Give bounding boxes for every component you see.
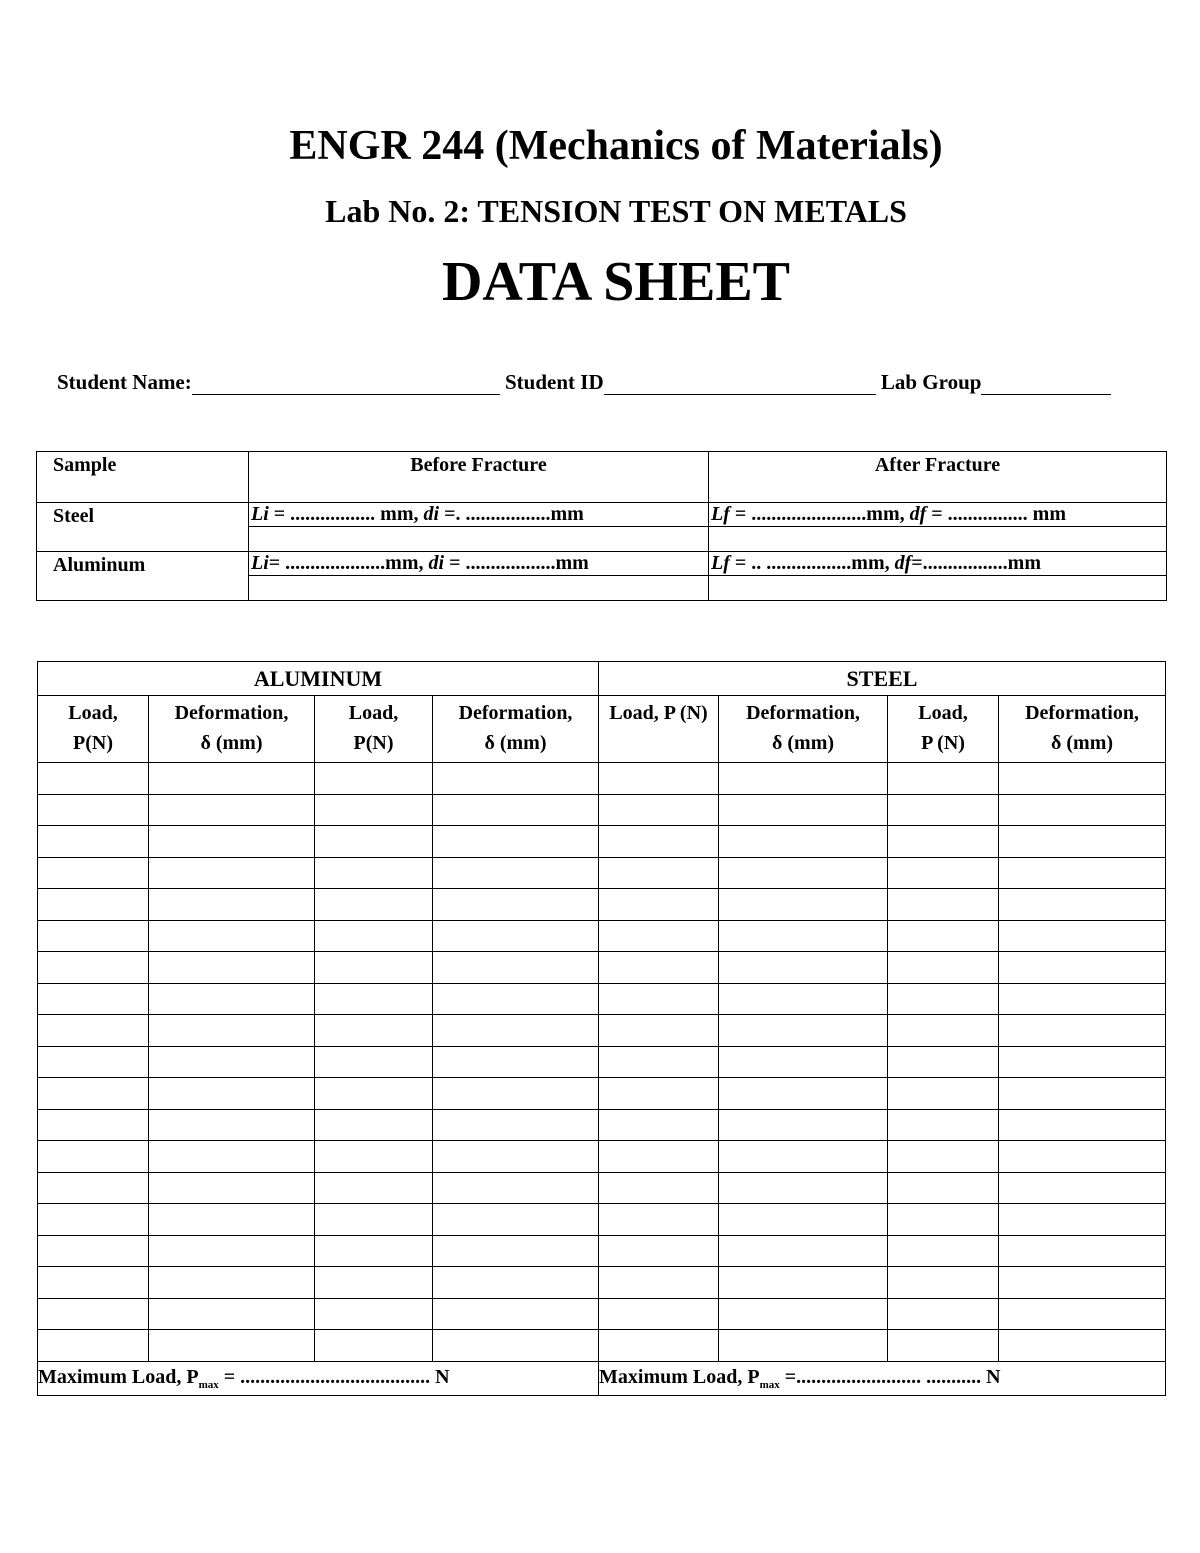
entry-cell[interactable]	[599, 920, 719, 952]
entry-cell[interactable]	[599, 1015, 719, 1047]
entry-cell[interactable]	[599, 952, 719, 984]
entry-cell[interactable]	[599, 826, 719, 858]
di-symbol: di	[428, 552, 445, 574]
entry-cell[interactable]	[719, 1235, 888, 1267]
entry-cell[interactable]	[999, 1141, 1166, 1173]
entry-cell[interactable]	[38, 1109, 149, 1141]
entry-cell[interactable]	[433, 889, 599, 921]
entry-cell[interactable]	[433, 857, 599, 889]
column-header-line: Deformation,	[174, 702, 289, 724]
steel-before-fracture-field[interactable]	[249, 503, 709, 527]
entry-cell[interactable]	[999, 1172, 1166, 1204]
column-header-line: P(N)	[353, 732, 394, 754]
column-header	[888, 696, 999, 763]
entry-cell[interactable]	[433, 1015, 599, 1047]
entry-cell[interactable]	[599, 889, 719, 921]
entry-cell[interactable]	[888, 983, 999, 1015]
entry-cell[interactable]	[149, 1267, 315, 1299]
di-blank: = ..................mm	[444, 552, 589, 574]
student-id-field[interactable]	[604, 372, 876, 395]
steel-before-extra-cell[interactable]	[249, 527, 709, 552]
table-row	[38, 1046, 1166, 1078]
entry-cell[interactable]	[888, 1109, 999, 1141]
entry-cell[interactable]	[999, 983, 1166, 1015]
aluminum-after-fracture-field[interactable]	[709, 552, 1167, 576]
df-blank: = ................ mm	[926, 503, 1066, 525]
column-header-line: δ (mm)	[772, 732, 835, 754]
sheet-title: DATA SHEET	[441, 251, 791, 313]
entry-cell[interactable]	[433, 1109, 599, 1141]
entry-cell[interactable]	[888, 1046, 999, 1078]
max-load-label: Maximum Load, P	[38, 1365, 199, 1388]
entry-cell[interactable]	[38, 1172, 149, 1204]
entry-cell[interactable]	[433, 1267, 599, 1299]
entry-cell[interactable]	[149, 826, 315, 858]
entry-cell[interactable]	[433, 826, 599, 858]
data-entry-body	[38, 763, 1166, 1362]
column-header-line: P (N)	[921, 732, 965, 754]
sample-aluminum-label: Aluminum	[37, 552, 249, 601]
li-symbol: Li	[251, 552, 269, 574]
column-header-row	[38, 696, 1166, 763]
column-header-line: Deformation,	[746, 702, 860, 724]
entry-cell[interactable]	[38, 826, 149, 858]
entry-cell[interactable]	[433, 1172, 599, 1204]
entry-cell[interactable]	[149, 1078, 315, 1110]
entry-cell[interactable]	[888, 920, 999, 952]
entry-cell[interactable]	[999, 794, 1166, 826]
table-row	[38, 952, 1166, 984]
entry-cell[interactable]	[433, 763, 599, 795]
li-blank: = ................. mm,	[268, 503, 424, 525]
column-header	[433, 696, 599, 763]
load-deformation-table	[37, 661, 1166, 1396]
li-blank: = ....................mm,	[268, 552, 429, 574]
max-load-label: Maximum Load, P	[599, 1365, 760, 1388]
entry-cell[interactable]	[888, 1235, 999, 1267]
entry-cell[interactable]	[888, 889, 999, 921]
column-header-line: δ (mm)	[484, 732, 547, 754]
student-name-field[interactable]	[192, 372, 500, 395]
entry-cell[interactable]	[38, 763, 149, 795]
student-name-label: Student Name:	[57, 370, 192, 394]
column-header	[719, 696, 888, 763]
entry-cell[interactable]	[433, 1204, 599, 1236]
entry-cell[interactable]	[719, 1298, 888, 1330]
lf-symbol: Lf	[711, 503, 730, 525]
column-header-line: Deformation,	[458, 702, 573, 724]
entry-cell[interactable]	[999, 952, 1166, 984]
column-header-line: P(N)	[73, 732, 113, 754]
table-row	[38, 826, 1166, 858]
entry-cell[interactable]	[999, 1015, 1166, 1047]
entry-cell[interactable]	[433, 920, 599, 952]
entry-cell[interactable]	[149, 1015, 315, 1047]
entry-cell[interactable]	[315, 1046, 433, 1078]
max-load-blank: =......................... ........... N	[779, 1365, 1001, 1388]
entry-cell[interactable]	[999, 763, 1166, 795]
entry-cell[interactable]	[38, 1235, 149, 1267]
entry-cell[interactable]	[149, 983, 315, 1015]
entry-cell[interactable]	[999, 826, 1166, 858]
column-header-line: Load,	[68, 702, 118, 724]
entry-cell[interactable]	[149, 1046, 315, 1078]
table-row	[38, 889, 1166, 921]
entry-cell[interactable]	[888, 952, 999, 984]
student-id-label: Student ID	[505, 370, 604, 394]
entry-cell[interactable]	[315, 920, 433, 952]
entry-cell[interactable]	[38, 1046, 149, 1078]
entry-cell[interactable]	[719, 983, 888, 1015]
entry-cell[interactable]	[433, 1235, 599, 1267]
column-header-line: Load, P (N)	[609, 702, 708, 724]
entry-cell[interactable]	[999, 1298, 1166, 1330]
lf-blank: = .. .................mm,	[729, 552, 895, 574]
entry-cell[interactable]	[149, 794, 315, 826]
table-row	[38, 983, 1166, 1015]
column-header-line: δ (mm)	[200, 732, 263, 754]
entry-cell[interactable]	[149, 1172, 315, 1204]
entry-cell[interactable]	[433, 1141, 599, 1173]
entry-cell[interactable]	[315, 1015, 433, 1047]
entry-cell[interactable]	[433, 794, 599, 826]
entry-cell[interactable]	[149, 889, 315, 921]
entry-cell[interactable]	[888, 1078, 999, 1110]
column-header	[999, 696, 1166, 763]
entry-cell[interactable]	[599, 1204, 719, 1236]
entry-cell[interactable]	[999, 857, 1166, 889]
entry-cell[interactable]	[719, 1046, 888, 1078]
lf-symbol: Lf	[711, 552, 730, 574]
max-subscript: max	[759, 1378, 780, 1391]
entry-cell[interactable]	[315, 1078, 433, 1110]
steel-header: STEEL	[599, 662, 1166, 696]
entry-cell[interactable]	[888, 1204, 999, 1236]
entry-cell[interactable]	[149, 1141, 315, 1173]
entry-cell[interactable]	[315, 1235, 433, 1267]
column-header	[38, 696, 149, 763]
table-row	[38, 1172, 1166, 1204]
entry-cell[interactable]	[149, 1298, 315, 1330]
entry-cell[interactable]	[999, 920, 1166, 952]
entry-cell[interactable]	[433, 983, 599, 1015]
entry-cell[interactable]	[149, 857, 315, 889]
entry-cell[interactable]	[38, 920, 149, 952]
before-fracture-header: Before Fracture	[249, 452, 709, 503]
entry-cell[interactable]	[433, 1298, 599, 1330]
entry-cell[interactable]	[38, 1298, 149, 1330]
entry-cell[interactable]	[315, 1204, 433, 1236]
column-header-line: Load,	[348, 702, 399, 724]
entry-cell[interactable]	[888, 1298, 999, 1330]
entry-cell[interactable]	[599, 1330, 719, 1362]
entry-cell[interactable]	[719, 1172, 888, 1204]
entry-cell[interactable]	[888, 794, 999, 826]
entry-cell[interactable]	[999, 889, 1166, 921]
entry-cell[interactable]	[38, 1078, 149, 1110]
entry-cell[interactable]	[433, 952, 599, 984]
entry-cell[interactable]	[719, 1267, 888, 1299]
entry-cell[interactable]	[719, 1330, 888, 1362]
column-header	[149, 696, 315, 763]
aluminum-before-fracture-field[interactable]	[249, 552, 709, 576]
table-row	[38, 1235, 1166, 1267]
sample-dimensions-table	[36, 451, 1167, 601]
entry-cell[interactable]	[315, 794, 433, 826]
entry-cell[interactable]	[38, 1204, 149, 1236]
entry-cell[interactable]	[315, 1267, 433, 1299]
entry-cell[interactable]	[719, 889, 888, 921]
aluminum-after-extra-cell[interactable]	[709, 576, 1167, 601]
entry-cell[interactable]	[38, 952, 149, 984]
table-row	[38, 1298, 1166, 1330]
entry-cell[interactable]	[149, 1109, 315, 1141]
sample-column-header: Sample	[37, 452, 249, 503]
table-row	[38, 1204, 1166, 1236]
entry-cell[interactable]	[999, 1046, 1166, 1078]
entry-cell[interactable]	[888, 763, 999, 795]
entry-cell[interactable]	[38, 1015, 149, 1047]
entry-cell[interactable]	[888, 1172, 999, 1204]
aluminum-max-load[interactable]	[38, 1361, 599, 1395]
entry-cell[interactable]	[149, 1235, 315, 1267]
entry-cell[interactable]	[149, 763, 315, 795]
after-fracture-header: After Fracture	[709, 452, 1167, 503]
entry-cell[interactable]	[599, 1046, 719, 1078]
entry-cell[interactable]	[315, 889, 433, 921]
entry-cell[interactable]	[999, 1078, 1166, 1110]
entry-cell[interactable]	[599, 1298, 719, 1330]
entry-cell[interactable]	[599, 983, 719, 1015]
entry-cell[interactable]	[719, 1204, 888, 1236]
df-symbol: df	[894, 552, 912, 574]
table-row	[38, 763, 1166, 795]
entry-cell[interactable]	[719, 1109, 888, 1141]
aluminum-before-extra-cell[interactable]	[249, 576, 709, 601]
entry-cell[interactable]	[315, 1109, 433, 1141]
entry-cell[interactable]	[888, 826, 999, 858]
entry-cell[interactable]	[719, 763, 888, 795]
entry-cell[interactable]	[315, 1172, 433, 1204]
table-row	[38, 857, 1166, 889]
table-row	[38, 1330, 1166, 1362]
df-symbol: df	[909, 503, 927, 525]
max-load-blank: = ...................................... N	[218, 1365, 450, 1388]
entry-cell[interactable]	[999, 1109, 1166, 1141]
entry-cell[interactable]	[999, 1330, 1166, 1362]
lab-group-label: Lab Group	[880, 370, 982, 394]
table-row	[38, 1267, 1166, 1299]
table-row	[38, 1078, 1166, 1110]
entry-cell[interactable]	[999, 1267, 1166, 1299]
entry-cell[interactable]	[38, 794, 149, 826]
entry-cell[interactable]	[888, 1267, 999, 1299]
table-row	[38, 1109, 1166, 1141]
entry-cell[interactable]	[38, 889, 149, 921]
entry-cell[interactable]	[719, 1015, 888, 1047]
lab-title: Lab No. 2: TENSION TEST ON METALS	[325, 193, 907, 229]
entry-cell[interactable]	[433, 1078, 599, 1110]
max-subscript: max	[198, 1378, 219, 1391]
entry-cell[interactable]	[433, 1046, 599, 1078]
entry-cell[interactable]	[599, 1235, 719, 1267]
entry-cell[interactable]	[315, 857, 433, 889]
lf-blank: = .......................mm,	[729, 503, 910, 525]
table-row	[38, 794, 1166, 826]
entry-cell[interactable]	[719, 1078, 888, 1110]
entry-cell[interactable]	[38, 1330, 149, 1362]
entry-cell[interactable]	[888, 1330, 999, 1362]
entry-cell[interactable]	[719, 920, 888, 952]
entry-cell[interactable]	[888, 857, 999, 889]
entry-cell[interactable]	[719, 952, 888, 984]
column-header-line: Load,	[918, 702, 968, 724]
entry-cell[interactable]	[719, 1141, 888, 1173]
entry-cell[interactable]	[315, 983, 433, 1015]
table-row	[38, 1015, 1166, 1047]
entry-cell[interactable]	[149, 1204, 315, 1236]
entry-cell[interactable]	[599, 763, 719, 795]
entry-cell[interactable]	[599, 1078, 719, 1110]
entry-cell[interactable]	[149, 920, 315, 952]
entry-cell[interactable]	[38, 1267, 149, 1299]
entry-cell[interactable]	[315, 1330, 433, 1362]
table-row	[38, 920, 1166, 952]
di-symbol: di	[423, 503, 440, 525]
entry-cell[interactable]	[888, 1015, 999, 1047]
li-symbol: Li	[251, 503, 269, 525]
entry-cell[interactable]	[719, 794, 888, 826]
entry-cell[interactable]	[433, 1330, 599, 1362]
entry-cell[interactable]	[315, 826, 433, 858]
lab-group-field[interactable]	[981, 372, 1111, 395]
entry-cell[interactable]	[149, 1330, 315, 1362]
course-title: ENGR 244 (Mechanics of Materials)	[289, 123, 943, 169]
sample-steel-label: Steel	[37, 503, 249, 552]
entry-cell[interactable]	[315, 1141, 433, 1173]
entry-cell[interactable]	[599, 1109, 719, 1141]
entry-cell[interactable]	[719, 826, 888, 858]
entry-cell[interactable]	[149, 952, 315, 984]
entry-cell[interactable]	[599, 1267, 719, 1299]
column-header	[599, 696, 719, 763]
entry-cell[interactable]	[999, 1235, 1166, 1267]
entry-cell[interactable]	[999, 1204, 1166, 1236]
aluminum-header: ALUMINUM	[38, 662, 599, 696]
entry-cell[interactable]	[599, 1141, 719, 1173]
entry-cell[interactable]	[719, 857, 888, 889]
entry-cell[interactable]	[888, 1141, 999, 1173]
entry-cell[interactable]	[599, 857, 719, 889]
entry-cell[interactable]	[315, 952, 433, 984]
entry-cell[interactable]	[315, 763, 433, 795]
steel-max-load[interactable]	[599, 1361, 1166, 1395]
column-header-line: δ (mm)	[1051, 732, 1114, 754]
entry-cell[interactable]	[38, 1141, 149, 1173]
entry-cell[interactable]	[38, 983, 149, 1015]
entry-cell[interactable]	[599, 794, 719, 826]
column-header	[315, 696, 433, 763]
entry-cell[interactable]	[599, 1172, 719, 1204]
column-header-line: Deformation,	[1025, 702, 1139, 724]
di-blank: =. .................mm	[439, 503, 584, 525]
entry-cell[interactable]	[315, 1298, 433, 1330]
df-blank: =.................mm	[911, 552, 1041, 574]
table-row	[38, 1141, 1166, 1173]
steel-after-extra-cell[interactable]	[709, 527, 1167, 552]
entry-cell[interactable]	[38, 857, 149, 889]
student-info-row	[57, 370, 1127, 395]
steel-after-fracture-field[interactable]	[709, 503, 1167, 527]
